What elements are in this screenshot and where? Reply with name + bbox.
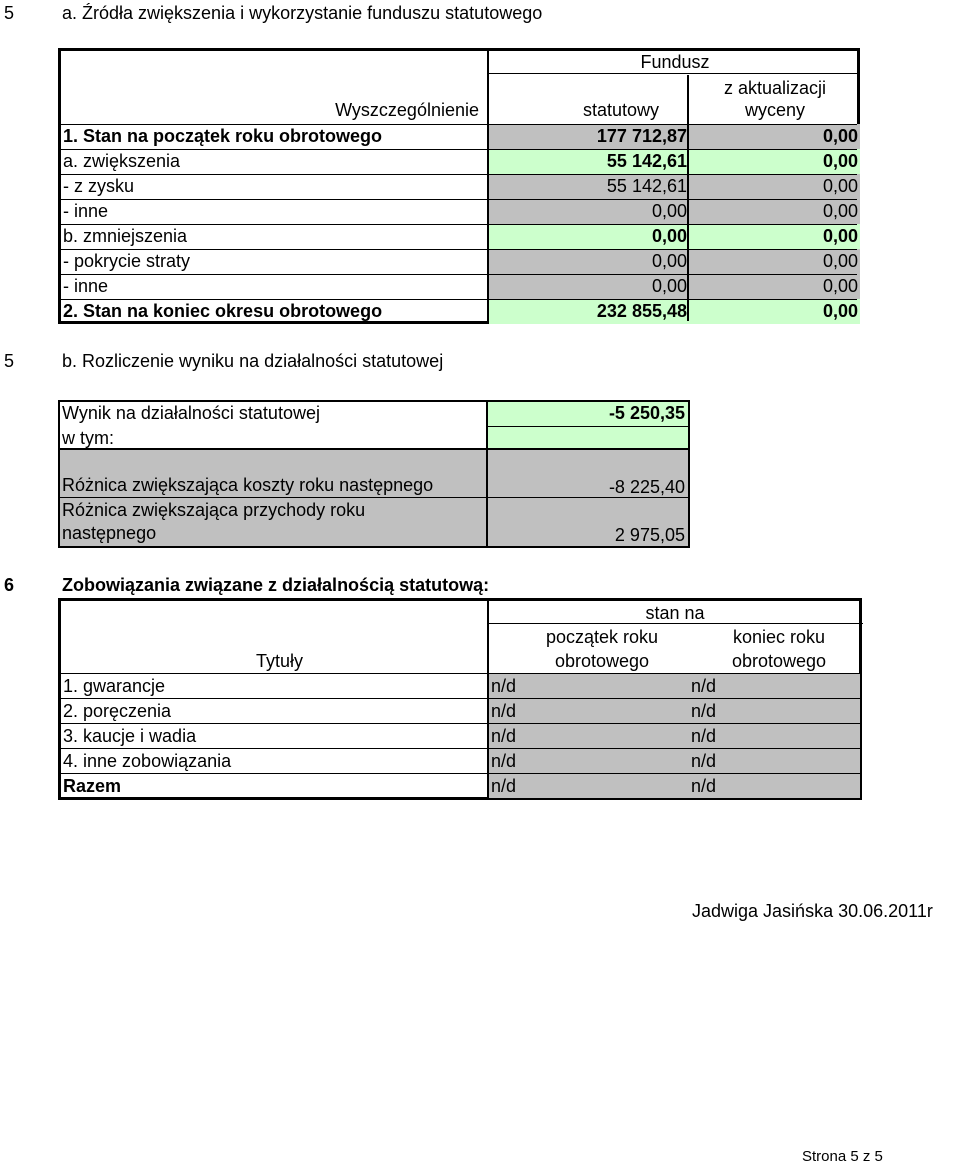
row-label: 2. Stan na koniec okresu obrotowego bbox=[63, 301, 383, 321]
section-5a-number: 5 bbox=[4, 3, 15, 23]
value-statutowy: 0,00 bbox=[651, 226, 687, 246]
row-label: 2. poręczenia bbox=[63, 701, 172, 721]
value-poczatek: n/d bbox=[491, 676, 517, 696]
zobowiazania-table bbox=[58, 598, 862, 800]
divider bbox=[487, 73, 857, 74]
value-statutowy: 0,00 bbox=[651, 201, 687, 221]
table-row bbox=[61, 274, 857, 299]
row-label: a. zwiększenia bbox=[63, 151, 181, 171]
fund-group-header: Fundusz bbox=[640, 52, 710, 72]
row-label: 1. Stan na początek roku obrotowego bbox=[63, 126, 383, 146]
section-6-title: Zobowiązania związane z działalnością statutową: bbox=[62, 575, 490, 595]
table-row bbox=[61, 698, 859, 723]
value-aktualizacja: 0,00 bbox=[822, 226, 858, 246]
table-row bbox=[61, 199, 857, 224]
koszty-label: Różnica zwiększająca koszty roku następnego bbox=[62, 475, 434, 495]
przychody-label-line2: następnego bbox=[62, 523, 157, 543]
table-row bbox=[61, 723, 859, 748]
value-statutowy: 177 712,87 bbox=[596, 126, 687, 146]
table-row bbox=[61, 299, 857, 324]
section-5b-number: 5 bbox=[4, 351, 15, 371]
value-poczatek: n/d bbox=[491, 726, 517, 746]
table-row bbox=[61, 773, 859, 798]
table-row bbox=[61, 149, 857, 174]
section-5a-title: a. Źródła zwiększenia i wykorzystanie funduszu statutowego bbox=[62, 3, 543, 23]
value-aktualizacja: 0,00 bbox=[822, 301, 858, 321]
row-label: 3. kaucje i wadia bbox=[63, 726, 197, 746]
fund-table bbox=[58, 48, 860, 324]
value-koniec: n/d bbox=[691, 776, 717, 796]
value-koniec: n/d bbox=[691, 751, 717, 771]
value-statutowy: 0,00 bbox=[651, 276, 687, 296]
w-tym-label: w tym: bbox=[62, 428, 114, 448]
col-header-koniec-line2: obrotowego bbox=[731, 651, 827, 671]
value-aktualizacja: 0,00 bbox=[822, 201, 858, 221]
value-statutowy: 232 855,48 bbox=[596, 301, 687, 321]
value-poczatek: n/d bbox=[491, 751, 517, 771]
col-header-statutowy: statutowy bbox=[582, 100, 659, 120]
value-aktualizacja: 0,00 bbox=[822, 251, 858, 271]
koszty-value: -8 225,40 bbox=[608, 477, 685, 497]
table-row bbox=[61, 124, 857, 149]
row-label: - inne bbox=[63, 276, 109, 296]
value-aktualizacja: 0,00 bbox=[822, 276, 858, 296]
page-footer: Strona 5 z 5 bbox=[802, 1148, 883, 1165]
col-header-poczatek-line2: obrotowego bbox=[554, 651, 650, 671]
wynik-label: Wynik na działalności statutowej bbox=[62, 403, 320, 423]
value-poczatek: n/d bbox=[491, 776, 517, 796]
stan-na-header: stan na bbox=[645, 603, 705, 623]
col-header-aktualizacja-line1: z aktualizacji bbox=[723, 78, 827, 98]
row-label: 1. gwarancje bbox=[63, 676, 166, 696]
row-label: - inne bbox=[63, 201, 109, 221]
col-header-tytuly: Tytuły bbox=[255, 651, 303, 671]
col-header-koniec-line1: koniec roku bbox=[732, 627, 826, 647]
value-koniec: n/d bbox=[691, 726, 717, 746]
value-aktualizacja: 0,00 bbox=[822, 176, 858, 196]
value-aktualizacja: 0,00 bbox=[822, 151, 858, 171]
table-row bbox=[61, 249, 857, 274]
col-header-wyszczegolnienie: Wyszczególnienie bbox=[335, 100, 479, 120]
table-row bbox=[61, 174, 857, 199]
table-row bbox=[61, 748, 859, 773]
table-row bbox=[61, 673, 859, 698]
value-koniec: n/d bbox=[691, 676, 717, 696]
row-label: 4. inne zobowiązania bbox=[63, 751, 232, 771]
value-koniec: n/d bbox=[691, 701, 717, 721]
row-label: - z zysku bbox=[63, 176, 135, 196]
przychody-label-line1: Różnica zwiększająca przychody roku bbox=[62, 500, 366, 520]
signature: Jadwiga Jasińska 30.06.2011r bbox=[692, 901, 933, 921]
wynik-value: -5 250,35 bbox=[608, 403, 685, 423]
przychody-value: 2 975,05 bbox=[614, 525, 685, 545]
value-aktualizacja: 0,00 bbox=[822, 126, 858, 146]
value-statutowy: 0,00 bbox=[651, 251, 687, 271]
row-label: b. zmniejszenia bbox=[63, 226, 188, 246]
table-row bbox=[61, 224, 857, 249]
value-poczatek: n/d bbox=[491, 701, 517, 721]
section-5b-title: b. Rozliczenie wyniku na działalności statutowej bbox=[62, 351, 444, 371]
col-header-poczatek-line1: początek roku bbox=[545, 627, 659, 647]
row-label: - pokrycie straty bbox=[63, 251, 191, 271]
col-header-aktualizacja-line2: wyceny bbox=[744, 100, 806, 120]
value-statutowy: 55 142,61 bbox=[606, 151, 687, 171]
row-label: Razem bbox=[63, 776, 122, 796]
section-6-number: 6 bbox=[4, 575, 15, 595]
value-statutowy: 55 142,61 bbox=[606, 176, 687, 196]
